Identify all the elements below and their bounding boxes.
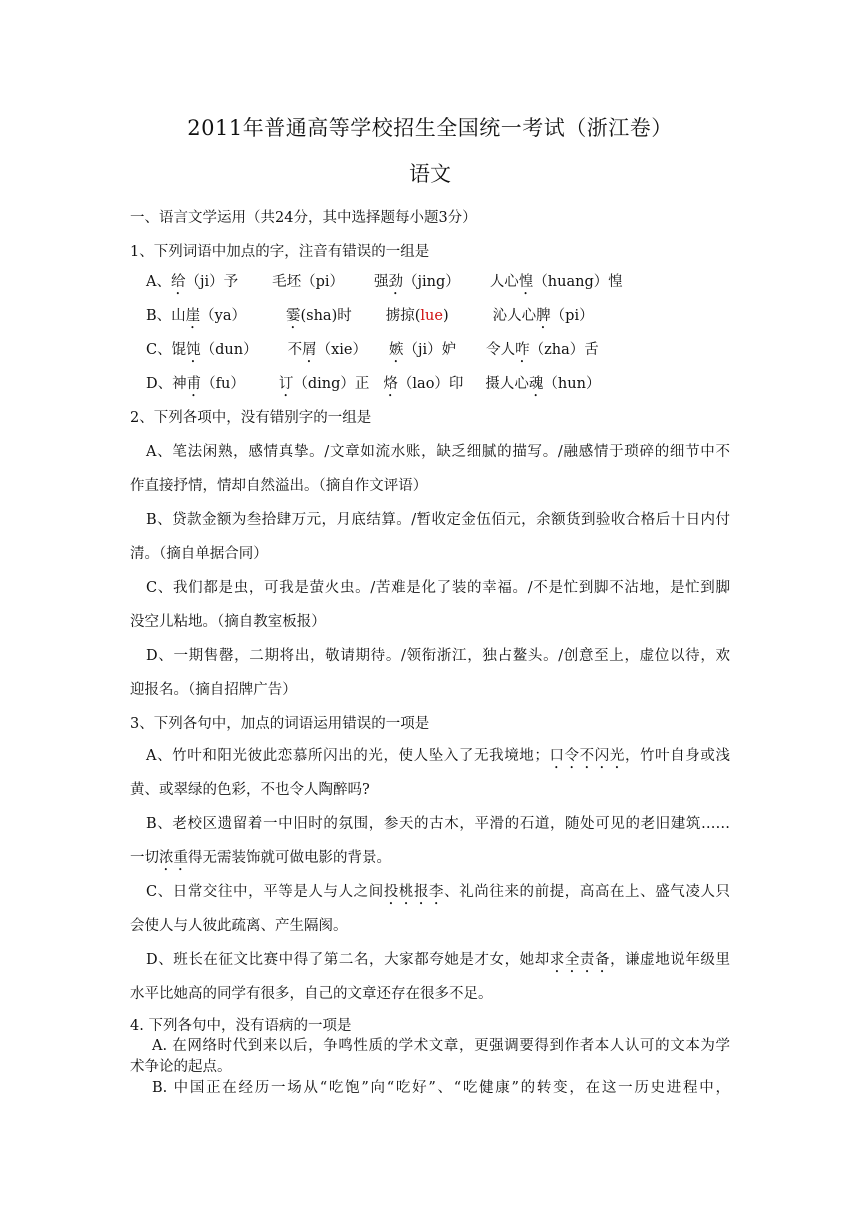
option-text: A、 <box>146 274 171 290</box>
dotted-char: 甫 <box>186 376 202 392</box>
option-text: 、礼尚往来的前提，高高在上、盛气凌人只 <box>444 884 731 900</box>
option-text: 摄人心 <box>485 376 529 392</box>
question-2-option-d-line2: 迎报名。（摘自招牌广告） <box>130 682 297 698</box>
option-text: （ji）妒 <box>403 342 457 358</box>
option-text: （ji）予 <box>185 274 239 290</box>
question-2-option-b-line2: 清。（摘自单据合同） <box>130 546 268 562</box>
question-3-option-a-line2: 黄、或翠绿的色彩，不也令人陶醉吗? <box>130 782 370 798</box>
option-text: 毛坯（pi） <box>272 274 345 290</box>
dotted-char: 霎 <box>286 308 301 324</box>
option-text: 令人 <box>486 342 516 358</box>
option-text: （xie） <box>316 342 367 358</box>
question-3-option-a-line1 <box>146 744 730 772</box>
question-2-option-a-line2: 作直接抒情，情却自然溢出。（摘自作文评语） <box>130 478 428 494</box>
dotted-phrase: 口令不闪光 <box>548 748 625 764</box>
dotted-char: 脾 <box>536 308 551 324</box>
question-1-option-a <box>146 270 623 298</box>
dotted-char: 咋 <box>515 342 530 358</box>
question-4-option-a-line1: A. 在网络时代到来以后，争鸣性质的学术文章，更强调要得到作者本人认可的文本为学 <box>152 1038 730 1054</box>
option-text: (sha)时 <box>300 308 352 324</box>
dotted-char: 给 <box>170 274 186 290</box>
subject-title: 语文 <box>409 162 451 186</box>
option-text: （huang）惶 <box>533 274 623 290</box>
dotted-phrase: 求全责备 <box>549 952 611 968</box>
option-text: （hun） <box>543 376 601 392</box>
question-3-stem: 3、下列各句中，加点的词语运用错误的一项是 <box>130 716 430 732</box>
question-3-option-d-line2: 水平比她高的同学有很多，自己的文章还存在很多不足。 <box>130 986 493 1002</box>
option-text: 一切 <box>130 850 159 866</box>
question-3-option-d-line1 <box>146 948 730 976</box>
option-text: C、日常交往中，平等是人与人之间 <box>146 884 384 900</box>
question-3-option-c-line2: 会使人与人彼此疏离、产生隔阂。 <box>130 918 348 934</box>
option-text: D、班长在征文比赛中得了第二名，大家都夸她是才女，她却 <box>146 952 550 968</box>
option-text: （jing） <box>403 274 460 290</box>
option-text: （lao）印 <box>397 376 464 392</box>
question-4-option-a-line2: 术争论的起点。 <box>130 1059 232 1075</box>
option-text: （dun） <box>200 342 258 358</box>
question-2-stem: 2、下列各项中，没有错别字的一组是 <box>130 410 372 426</box>
option-text: 沁人心 <box>492 308 537 324</box>
question-2-option-c-line2: 没空儿粘地。（摘自教室板报） <box>130 614 326 630</box>
option-text: C、馄 <box>146 342 187 358</box>
option-text: D、神 <box>146 376 187 392</box>
option-text: B、山 <box>146 308 186 324</box>
option-text: （fu） <box>201 376 245 392</box>
option-text: A、竹叶和阳光彼此恋慕所闪出的光，使人坠入了无我境地； <box>146 748 549 764</box>
option-text: （pi） <box>550 308 594 324</box>
dotted-char: 劲 <box>388 274 404 290</box>
option-text: ) <box>442 308 449 324</box>
option-text: ，谦虚地说年级里 <box>610 952 730 968</box>
exam-title: 2011年普通高等学校招生全国统一考试（浙江卷） <box>187 116 673 140</box>
option-text: （ya） <box>200 308 246 324</box>
option-text: （ding）正 <box>293 376 370 392</box>
option-text: （zha）舌 <box>529 342 599 358</box>
dotted-char: 惶 <box>518 274 534 290</box>
option-text: ( <box>414 308 421 324</box>
question-2-option-c-line1: C、我们都是虫，可我是萤火虫。/苦难是化了装的幸福。/不是忙到脚不沾地，是忙到脚 <box>146 580 730 596</box>
option-text: 人心 <box>489 274 519 290</box>
dotted-char: 烙 <box>383 376 398 392</box>
question-2-option-b-line1: B、贷款金额为叁拾肆万元，月底结算。/暂收定金伍佰元，余额货到验收合格后十日内付 <box>146 512 730 528</box>
question-4-stem: 4. 下列各句中，没有语病的一项是 <box>130 1018 352 1034</box>
question-2-option-a-line1: A、笔法闲熟，感情真挚。/文章如流水账，缺乏细腻的描写。/融感情于琐碎的细节中不 <box>146 444 730 460</box>
option-text: 不 <box>287 342 303 358</box>
dotted-char: 嫉 <box>388 342 404 358</box>
option-text: 强 <box>374 274 389 290</box>
option-text: ，竹叶自身或浅 <box>624 748 730 764</box>
dotted-phrase: 浓重 <box>159 850 188 866</box>
dotted-char: 饨 <box>186 342 201 358</box>
highlighted-pinyin: lue <box>420 308 443 324</box>
question-1-option-d <box>146 372 600 400</box>
dotted-phrase: 投桃报李 <box>383 884 445 900</box>
option-text: 得无需装饰就可做电影的背景。 <box>188 850 391 866</box>
question-4-option-b-line1: B. 中国正在经历一场从“吃饱”向“吃好”、“吃健康”的转变，在这一历史进程中， <box>152 1080 730 1096</box>
question-2-option-d-line1: D、一期售罄，二期将出，敬请期待。/领衔浙江，独占鳌头。/创意至上，虚位以待，欢 <box>146 648 730 664</box>
dotted-char: 屑 <box>302 342 317 358</box>
dotted-char: 崖 <box>185 308 201 324</box>
question-1-option-b <box>146 304 594 332</box>
question-3-option-b-line2 <box>130 846 391 874</box>
question-3-option-b-line1: B、老校区遗留着一中旧时的氛围，参天的古木，平滑的石道，随处可见的老旧建筑…… <box>146 816 730 832</box>
section-heading: 一、语言文学运用（共24分，其中选择题每小题3分） <box>130 210 477 226</box>
option-text: 掳掠 <box>385 308 415 324</box>
question-1-stem: 1、下列词语中加点的字，注音有错误的一组是 <box>130 244 430 260</box>
question-3-option-c-line1 <box>146 880 730 908</box>
dotted-char: 魂 <box>528 376 544 392</box>
question-1-option-c <box>146 338 599 366</box>
dotted-char: 订 <box>278 376 294 392</box>
